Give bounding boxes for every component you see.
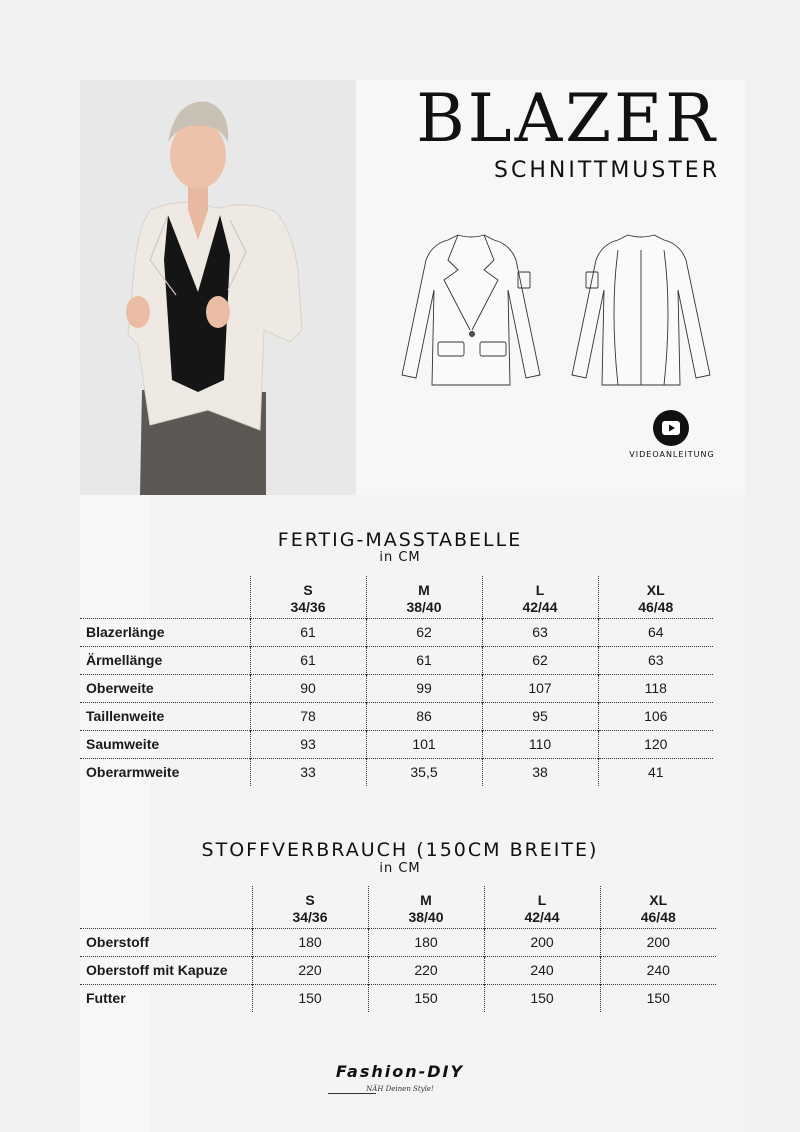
table-corner <box>80 886 252 928</box>
logo-tagline: NÄH Deinen Style! <box>366 1085 434 1093</box>
row-label: Taillenweite <box>80 702 250 730</box>
row-label: Blazerlänge <box>80 618 250 646</box>
table-cell: 200 <box>600 928 716 956</box>
table-cell: 110 <box>482 730 598 758</box>
table-cell: 61 <box>250 646 366 674</box>
table-cell: 220 <box>368 956 484 984</box>
front-view-drawing <box>402 235 540 385</box>
table-cell: 180 <box>252 928 368 956</box>
table-cell: 107 <box>482 674 598 702</box>
table-row <box>80 702 713 730</box>
measure-table <box>80 576 713 786</box>
table-row <box>80 956 716 984</box>
row-label: Saumweite <box>80 730 250 758</box>
row-label: Oberarmweite <box>80 758 250 786</box>
logo-brand-name: Fashion-DIY <box>335 1062 465 1081</box>
table-cell: 150 <box>600 984 716 1012</box>
table-cell: 93 <box>250 730 366 758</box>
table-row <box>80 618 713 646</box>
table-cell: 118 <box>598 674 713 702</box>
size-column-xl: XL 46/48 <box>598 576 713 618</box>
video-tutorial-label[interactable]: VIDEOANLEITUNG <box>629 450 715 459</box>
table-cell: 150 <box>484 984 600 1012</box>
table-corner <box>80 576 250 618</box>
back-view-drawing <box>572 235 710 385</box>
size-column-xl: XL 46/48 <box>600 886 716 928</box>
table-cell: 95 <box>482 702 598 730</box>
table-cell: 35,5 <box>366 758 482 786</box>
logo-underline <box>328 1093 376 1094</box>
table-cell: 240 <box>600 956 716 984</box>
measure-table-title: FERTIG-MASSTABELLE <box>277 529 523 551</box>
table-row <box>80 646 713 674</box>
table-cell: 62 <box>482 646 598 674</box>
table-cell: 150 <box>368 984 484 1012</box>
brand-logo <box>300 1062 500 1093</box>
table-cell: 63 <box>482 618 598 646</box>
size-column-s: S 34/36 <box>250 576 366 618</box>
measure-table-unit: in CM <box>379 550 421 565</box>
size-column-m: M 38/40 <box>368 886 484 928</box>
table-cell: 90 <box>250 674 366 702</box>
model-photo <box>80 80 356 495</box>
fabric-table-unit: in CM <box>379 861 421 876</box>
fabric-table <box>80 886 716 1012</box>
table-cell: 41 <box>598 758 713 786</box>
table-cell: 63 <box>598 646 713 674</box>
page-subtitle: SCHNITTMUSTER <box>494 158 720 183</box>
size-column-m: M 38/40 <box>366 576 482 618</box>
table-cell: 61 <box>366 646 482 674</box>
table-row <box>80 928 716 956</box>
table-cell: 78 <box>250 702 366 730</box>
table-cell: 33 <box>250 758 366 786</box>
table-cell: 86 <box>366 702 482 730</box>
table-cell: 62 <box>366 618 482 646</box>
blazer-technical-drawing <box>396 230 726 395</box>
table-cell: 150 <box>252 984 368 1012</box>
row-label: Oberstoff <box>80 928 252 956</box>
table-cell: 101 <box>366 730 482 758</box>
size-column-l: L 42/44 <box>484 886 600 928</box>
youtube-play-icon[interactable] <box>653 410 689 446</box>
row-label: Oberstoff mit Kapuze <box>80 956 252 984</box>
table-cell: 99 <box>366 674 482 702</box>
table-row <box>80 730 713 758</box>
size-column-s: S 34/36 <box>252 886 368 928</box>
table-cell: 38 <box>482 758 598 786</box>
table-cell: 180 <box>368 928 484 956</box>
table-cell: 106 <box>598 702 713 730</box>
table-cell: 220 <box>252 956 368 984</box>
table-cell: 120 <box>598 730 713 758</box>
table-cell: 64 <box>598 618 713 646</box>
table-row <box>80 758 713 786</box>
table-row <box>80 984 716 1012</box>
table-row <box>80 674 713 702</box>
table-cell: 200 <box>484 928 600 956</box>
row-label: Ärmellänge <box>80 646 250 674</box>
fabric-table-title: STOFFVERBRAUCH (150CM BREITE) <box>201 839 599 861</box>
table-cell: 240 <box>484 956 600 984</box>
size-column-l: L 42/44 <box>482 576 598 618</box>
table-cell: 61 <box>250 618 366 646</box>
page-title: BLAZER <box>416 80 718 157</box>
row-label: Oberweite <box>80 674 250 702</box>
row-label: Futter <box>80 984 252 1012</box>
